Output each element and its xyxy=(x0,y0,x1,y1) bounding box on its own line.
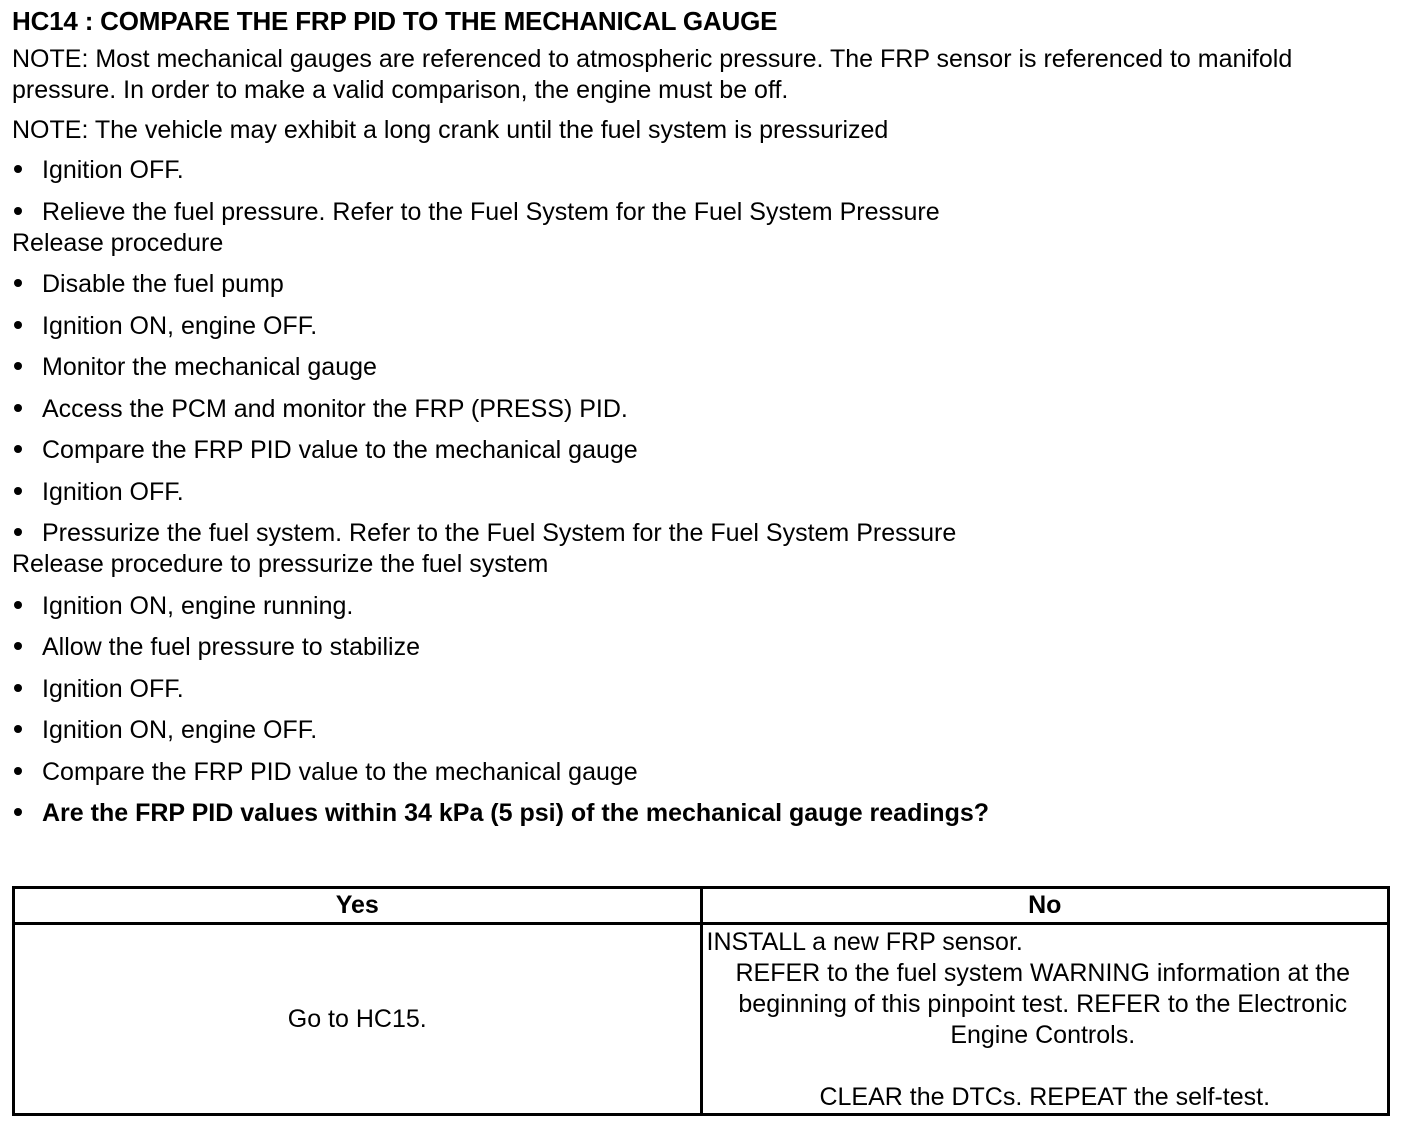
bullet-icon xyxy=(14,601,22,609)
no-header: No xyxy=(701,888,1389,924)
step-list xyxy=(12,155,1392,829)
note-gauge-reference: NOTE: Most mechanical gauges are referenced to atmospheric pressure. The FRP sensor is referenced to manifold pressure. In order to make a valid comparison, the engine must be off. xyxy=(12,45,1293,104)
list-item: Access the PCM and monitor the FRP (PRESS) PID. xyxy=(12,394,1392,425)
bullet-icon xyxy=(14,404,22,412)
bullet-icon xyxy=(14,528,22,536)
page-title: HC14 : COMPARE THE FRP PID TO THE MECHANICAL GAUGE xyxy=(12,6,778,36)
list-item: Ignition ON, engine OFF. xyxy=(12,311,1392,342)
bullet-icon xyxy=(14,725,22,733)
spacer xyxy=(707,1051,1384,1082)
bullet-icon xyxy=(14,279,22,287)
bullet-icon xyxy=(14,362,22,370)
list-item: Disable the fuel pump xyxy=(12,269,1392,300)
procedure-page xyxy=(12,4,1392,840)
bullet-icon xyxy=(14,642,22,650)
yes-header: Yes xyxy=(14,888,702,924)
list-item: Ignition OFF. xyxy=(12,477,1392,508)
no-action-line: INSTALL a new FRP sensor. xyxy=(706,928,1023,956)
list-item: Relieve the fuel pressure. Refer to the Fuel System for the Fuel System Pressure Release procedure xyxy=(12,197,940,257)
list-item: Compare the FRP PID value to the mechanical gauge xyxy=(12,757,1392,788)
list-item: Ignition ON, engine running. xyxy=(12,591,1392,622)
no-action xyxy=(701,924,1389,1115)
yes-action: Go to HC15. xyxy=(14,924,702,1115)
bullet-icon xyxy=(14,767,22,775)
list-item: Ignition OFF. xyxy=(12,155,1392,186)
list-item: Monitor the mechanical gauge xyxy=(12,352,1392,383)
bullet-icon xyxy=(14,684,22,692)
bullet-icon xyxy=(14,165,22,173)
decision-table xyxy=(12,886,1390,1116)
list-item: Ignition ON, engine OFF. xyxy=(12,715,1392,746)
bullet-icon xyxy=(14,321,22,329)
note-long-crank: NOTE: The vehicle may exhibit a long crank until the fuel system is pressurized xyxy=(12,116,889,144)
list-item: Pressurize the fuel system. Refer to the Fuel System for the Fuel System Pressure Release procedure to pressurize the fuel system xyxy=(12,519,957,578)
bullet-icon xyxy=(14,207,22,215)
list-item: Ignition OFF. xyxy=(12,674,1392,705)
no-action-line: CLEAR the DTCs. REPEAT the self-test. xyxy=(819,1083,1271,1111)
list-item: Allow the fuel pressure to stabilize xyxy=(12,632,1392,663)
decision-question: Are the FRP PID values within 34 kPa (5 psi) of the mechanical gauge readings? xyxy=(12,798,1392,829)
list-item: Compare the FRP PID value to the mechanical gauge xyxy=(12,435,1392,466)
no-action-line: REFER to the fuel system WARNING information at the beginning of this pinpoint test. REFER to the Electronic Engine Controls. xyxy=(735,959,1351,1049)
bullet-icon xyxy=(14,445,22,453)
bullet-icon xyxy=(14,487,22,495)
bullet-icon xyxy=(14,808,22,816)
